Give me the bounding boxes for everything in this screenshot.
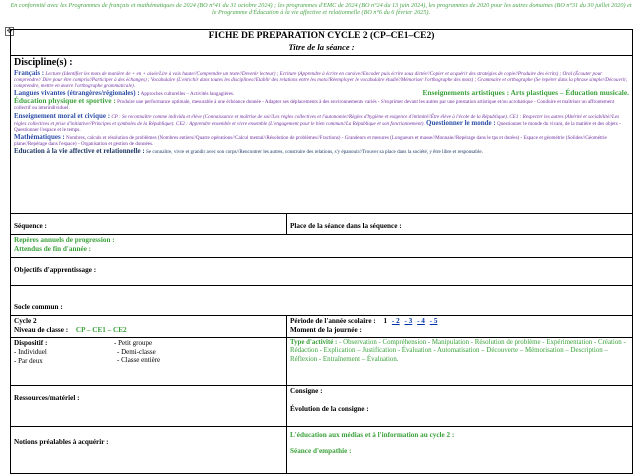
activity-type-text: - Observation - Compréhension - Manipulation - Résolution de problème - Expérimentation - Création - Rédaction - Explication – Justification - Évaluation - Automatisation – Découverte – Mémorisation – Description – Réflexion - Entraînement – Évaluation. <box>290 339 626 363</box>
empathy-session-label: Séance d'empathie : <box>290 447 352 455</box>
prerequisites-row <box>11 427 633 474</box>
period-1[interactable]: 1 <box>383 317 388 325</box>
place-in-sequence-cell[interactable] <box>287 214 633 235</box>
sequence-row <box>11 214 633 235</box>
emc-block <box>14 113 629 133</box>
period-4-link[interactable]: - 4 <box>417 317 425 325</box>
activity-type <box>290 339 629 364</box>
class-level-label: Niveau de classe : <box>14 326 69 334</box>
setup-individual[interactable]: - Individuel <box>14 348 47 356</box>
session-title-field: Titre de la séance : <box>288 42 355 52</box>
day-moment-label: Moment de la journée : <box>290 326 362 334</box>
common-core-row <box>11 286 633 316</box>
evar-block <box>14 148 629 155</box>
francais-block <box>14 70 629 89</box>
instruction-evolution-label: Évolution de la consigne : <box>290 405 369 413</box>
year-end-expectations-label: Attendus de fin d'année : <box>14 245 92 253</box>
disciplines-cell[interactable] <box>11 56 633 214</box>
eps-block <box>14 98 629 111</box>
cycle-label: Cycle 2 <box>14 317 37 325</box>
header-note: En conformité avec les Programmes de français et mathématiques de 2024 (BO n°41 du 31 octobre 2024) ; les programmes d'EMC de 2024 (BO n°24 du 13 juin 2024), les programmes de 2020 pour les autres domaines (BO n°31 du 30 juillet 2020) et le Programme d'Éducation à la vie affective et relationnelle (BO n°6 du 6 février 2025). <box>10 2 632 17</box>
setup-cell[interactable] <box>11 338 287 386</box>
period-cell[interactable] <box>287 316 633 338</box>
maths-text: Nombres, calculs et résolution de problèmes (Nombres entiers//Quatre opérations//Calcul mental//Résolution de problèmes//Fractions) - Grandeurs et mesures (Longueurs et masse//Monnaie//Repérage dans le tps et durées) - Espace et géométrie (Solides//Géométrie plane//Repérage dans l'espace) - Organisation et gestion de données. <box>14 134 607 147</box>
period-2-link[interactable]: - 2 <box>391 317 400 325</box>
media-education-cell[interactable] <box>287 427 633 474</box>
setup-label: Dispositif : <box>14 339 48 347</box>
setup-options-left <box>14 339 114 365</box>
instruction-label: Consigne : <box>290 387 323 395</box>
qlm-label: Questionner le monde : <box>426 118 496 127</box>
maths-label: Mathématiques : <box>14 132 65 141</box>
class-level <box>14 326 283 335</box>
annual-progression-label: Repères annuels de progression : <box>14 236 115 244</box>
title-cell[interactable] <box>11 30 633 56</box>
resources-label: Ressources/matériel : <box>14 394 80 402</box>
title-row <box>11 30 633 56</box>
common-core-cell[interactable] <box>11 286 633 316</box>
setup-half-class[interactable]: - Demi-classe <box>117 347 156 356</box>
evar-label: Education à la vie affective et relationnelle : <box>14 147 145 156</box>
francais-label: Français : <box>14 69 45 77</box>
setup-whole-class[interactable]: - Classe entière <box>117 356 161 364</box>
arts-label: Enseignements artistiques : Arts plastiques – Éducation musicale. <box>422 88 629 98</box>
setup-pairs[interactable]: - Par deux <box>14 356 43 365</box>
sheet-title: FICHE DE PREPARATION CYCLE 2 (CP–CE1–CE2) <box>208 31 435 41</box>
preparation-sheet-table <box>10 29 633 474</box>
activity-type-label: Type d'activité : <box>290 339 338 346</box>
period-3-link[interactable]: - 3 <box>404 317 413 325</box>
emc-label: Enseignement moral et civique : <box>14 111 111 120</box>
sequence-cell[interactable] <box>11 214 287 235</box>
class-level-value: CP – CE1 – CE2 <box>75 326 127 334</box>
langues-text: Approches culturelles – Activités langagières. <box>140 91 235 98</box>
school-period-label: Période de l'année scolaire : <box>290 317 376 325</box>
emc-text: CP : Se reconnaître comme individu et élève (Connaissance et maîtrise de soi//Les règles collectives et l'autonomie//Règles d'hygiène et exigence d'intimité//Être élève à l'école de la République). CE1 : Respecter les autres (Altérité et sociabilité//Les règles collectives et prise d'initiative//Principes et symboles de la République). CE2 : Apprendre ensemble et vivre ensemble (L'engagement pour le bien commun//La République et son fonctionnement). <box>14 113 620 127</box>
setup-small-group[interactable]: - Petit groupe <box>114 339 153 347</box>
progression-cell[interactable] <box>11 235 633 258</box>
objectives-label: Objectifs d'apprentissage : <box>14 266 97 274</box>
evar-text: Se connaître, vivre et grandir avec son corps//Rencontrer les autres, construire des relations, s'y épanouir//Trouver sa place dans la société, y être libre et responsable. <box>145 149 483 156</box>
resources-cell[interactable] <box>11 386 287 427</box>
school-period <box>290 317 629 326</box>
setup-row <box>11 338 633 386</box>
setup-options-right <box>114 339 160 365</box>
objectives-row <box>11 258 633 286</box>
media-education-label: L'éducation aux médias et à l'information au cycle 2 : <box>290 431 455 439</box>
objectives-cell[interactable] <box>11 258 633 286</box>
eps-label: Éducation physique et sportive : <box>14 96 116 106</box>
progression-row <box>11 235 633 258</box>
cycle-row <box>11 316 633 338</box>
table-move-handle-icon[interactable]: ✥ <box>6 27 13 35</box>
langues-label: Langues vivantes (étrangères/régionales) : <box>14 89 140 98</box>
place-in-sequence-label: Place de la séance dans la séquence : <box>290 222 402 230</box>
disciplines-heading: Discipline(s) : <box>14 57 73 68</box>
activity-type-cell[interactable] <box>287 338 633 386</box>
setup-options <box>14 339 283 365</box>
francais-text: Lecture (Identifier les mots de manière de + en + aisée/Lire à voix haute//Comprendre un texte//Devenir lecteur) ; Ecriture (Apprendre à écrire en cursive//Encoder puis écrire sous dictée//Copier et acquérir des stratégies de copie//Produire des écrits) ; Oral (Écouter pour comprendre// Dire pour être compris//Participer à des échanges) ; Vocabulaire (L'enrichir dans toutes les disciplines//Etablir des relations entre les mots//Réemployer le vocabulaire étudié//Mémoriser l'orthographe des mots) ; Grammaire et orthographe (Se repérer dans la phrase simple//Découvrir, comprendre, mettre en œuvre l'orthographe grammaticale). <box>14 71 627 90</box>
resources-row <box>11 386 633 427</box>
sequence-label: Séquence : <box>14 222 47 230</box>
common-core-label: Socle commun : <box>14 303 63 311</box>
prerequisites-label: Notions préalables à acquérir : <box>14 438 109 446</box>
period-5-link[interactable]: - 5 <box>429 317 438 325</box>
instruction-cell[interactable] <box>287 386 633 427</box>
cycle-cell[interactable] <box>11 316 287 338</box>
prerequisites-cell[interactable] <box>11 427 287 474</box>
eps-text: Produire une performance optimale, mesurable à une échéance donnée - Adapter ses déplacements à des environnements variés - S'exprimer devant les autres par une prestation artistique et/ou acrobatique - Conduire et maîtriser un affrontement collectif ou interindividuel. <box>14 99 615 112</box>
maths-block <box>14 134 629 147</box>
qlm-text: Questionner le monde du vivant, de la matière et des objets - Questionner l'espace et le temps. <box>14 120 621 133</box>
disciplines-row <box>11 56 633 214</box>
